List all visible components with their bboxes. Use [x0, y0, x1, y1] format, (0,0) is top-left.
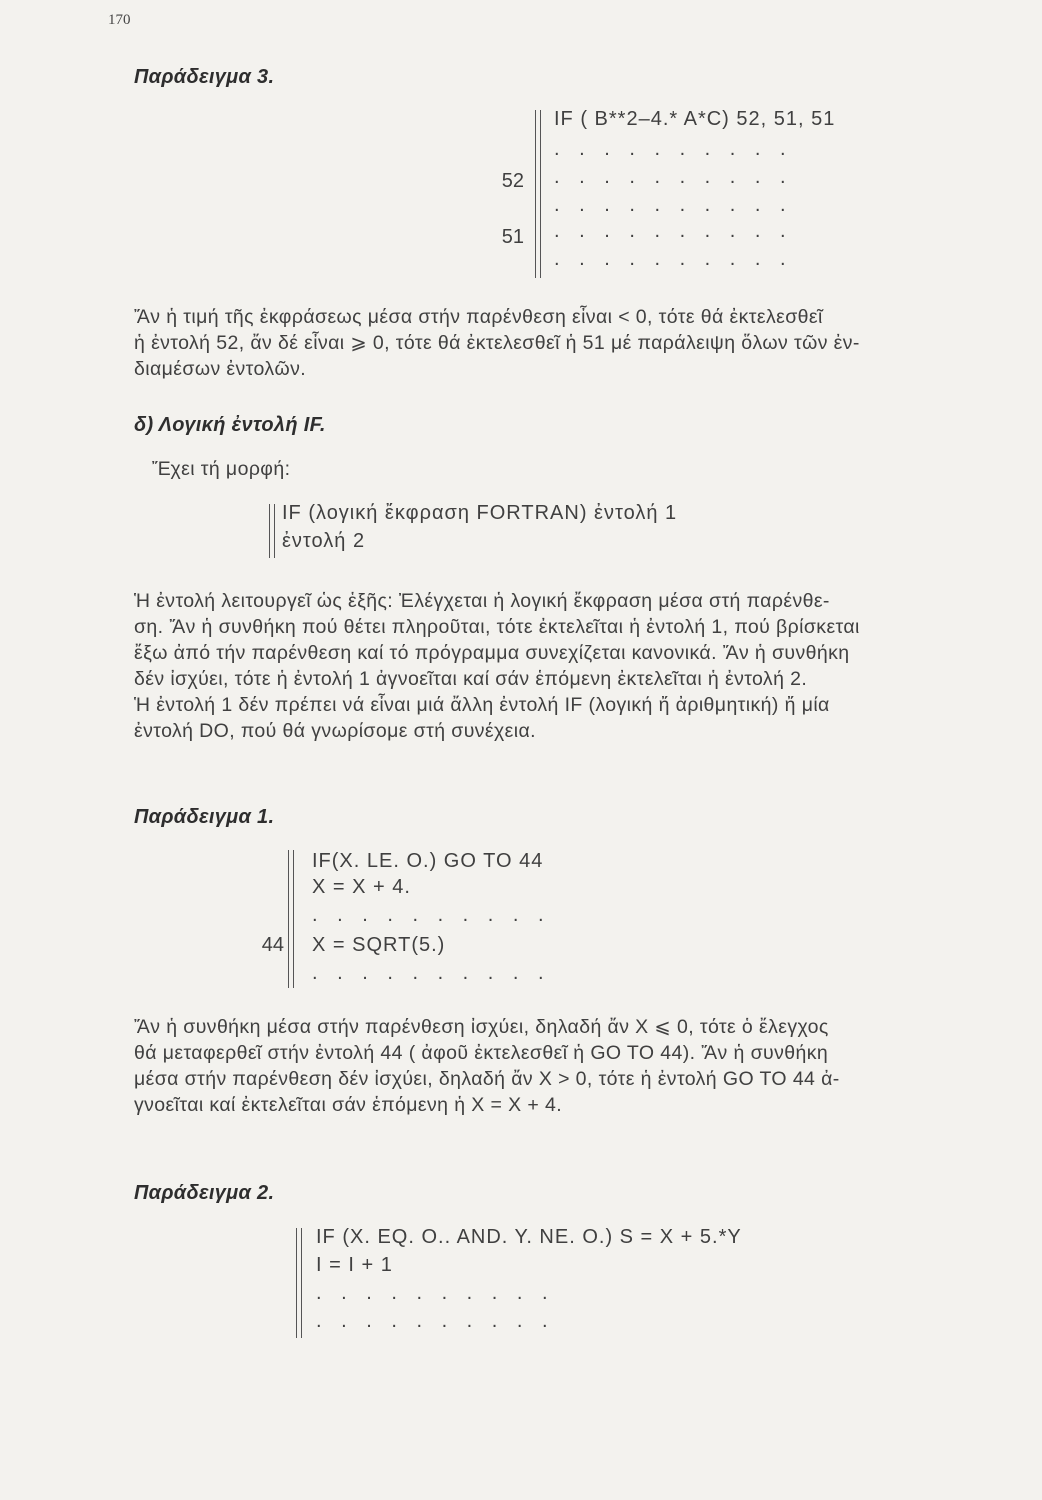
text-line: Ἄν ἡ τιμή τῆς ἐκφράσεως μέσα στήν παρένθεση εἶναι < 0, τότε θά ἐκτελεσθεῖ: [134, 306, 823, 328]
statement-label: 52: [501, 170, 524, 192]
text-line: ἡ ἐντολή 52, ἄν δέ εἶναι ⩾ 0, τότε θά ἐκτελεσθεῖ ἡ 51 μέ παράλειψη ὅλων τῶν ἐν-: [134, 332, 860, 354]
code-line: . . . . . . . . . .: [554, 220, 793, 242]
code-line: X = SQRT(5.): [312, 934, 446, 956]
code-line: IF (X. EQ. O.. AND. Y. NE. O.) S = X + 5.*Y: [316, 1226, 742, 1248]
example2-heading: Παράδειγμα 2.: [134, 1182, 275, 1204]
section-heading: δ) Λογική ἐντολή IF.: [134, 414, 326, 436]
statement-label: 51: [501, 226, 524, 248]
text-line: Ἄν ἡ συνθήκη μέσα στήν παρένθεση ἰσχύει, δηλαδή ἄν X ⩽ 0, τότε ὁ ἔλεγχος: [134, 1016, 829, 1038]
form-line: IF (λογική ἔκφραση FORTRAN) ἐντολή 1: [282, 502, 678, 524]
text-line: θά μεταφερθεῖ στήν ἐντολή 44 ( ἀφοῦ ἐκτελεσθεῖ ἡ GO TO 44). Ἄν ἡ συνθήκη: [134, 1042, 829, 1064]
form-block-bar: [269, 504, 275, 558]
text-line: δέν ἰσχύει, τότε ἡ ἐντολή 1 ἀγνοεῖται καί σάν ἑπόμενη ἐκτελεῖται ἡ ἐντολή 2.: [134, 668, 808, 690]
form-line: ἐντολή 2: [282, 530, 366, 552]
code-line: . . . . . . . . . .: [312, 962, 551, 984]
code-line: IF ( B**2–4.* A*C) 52, 51, 51: [554, 108, 836, 130]
code-line: . . . . . . . . . .: [316, 1282, 555, 1304]
code-block-bar: [288, 850, 294, 988]
example3-heading: Παράδειγμα 3.: [134, 66, 275, 88]
section-paragraph: [134, 588, 860, 744]
text-line: Ἡ ἐντολή λειτουργεῖ ὡς ἑξῆς: Ἐλέγχεται ἡ λογική ἔκφραση μέσα στή παρένθε-: [134, 590, 830, 612]
text-line: ἔξω ἀπό τήν παρένθεση καί τό πρόγραμμα συνεχίζεται κανονικά. Ἄν ἡ συνθήκη: [134, 642, 850, 664]
code-line: X = X + 4.: [312, 876, 411, 898]
text-line: γνοεῖται καί ἐκτελεῖται σάν ἑπόμενη ἡ X = X + 4.: [134, 1094, 563, 1116]
code-line: IF(X. LE. O.) GO TO 44: [312, 850, 544, 872]
code-line: . . . . . . . . . .: [316, 1310, 555, 1332]
example3-paragraph: [134, 304, 860, 382]
example1-heading: Παράδειγμα 1.: [134, 806, 275, 828]
text-line: διαμέσων ἐντολῶν.: [134, 358, 307, 380]
text-line: ἐντολή DO, πού θά γνωρίσομε στή συνέχεια.: [134, 720, 536, 742]
code-block-bar: [535, 110, 541, 278]
code-line: . . . . . . . . . .: [554, 138, 793, 160]
text-line: μέσα στήν παρένθεση δέν ἰσχύει, δηλαδή ἄν X > 0, τότε ἡ ἐντολή GO TO 44 ἀ-: [134, 1068, 840, 1090]
section-intro: Ἔχει τή μορφή:: [152, 458, 291, 480]
code-line: . . . . . . . . . .: [554, 166, 793, 188]
code-line: . . . . . . . . . .: [312, 904, 551, 926]
text-line: ση. Ἄν ἡ συνθήκη πού θέτει πληροῦται, τότε ἐκτελεῖται ἡ ἐντολή 1, πού βρίσκεται: [134, 616, 860, 638]
code-block-bar: [296, 1228, 302, 1338]
code-line: I = I + 1: [316, 1254, 393, 1276]
statement-label: 44: [261, 934, 284, 956]
text-line: Ἡ ἐντολή 1 δέν πρέπει νά εἶναι μιά ἄλλη ἐντολή IF (λογική ἤ ἀριθμητική) ἤ μία: [134, 694, 830, 716]
code-line: . . . . . . . . . .: [554, 194, 793, 216]
code-line: . . . . . . . . . .: [554, 248, 793, 270]
example1-paragraph: [134, 1014, 840, 1118]
page-number: 170: [108, 12, 131, 28]
